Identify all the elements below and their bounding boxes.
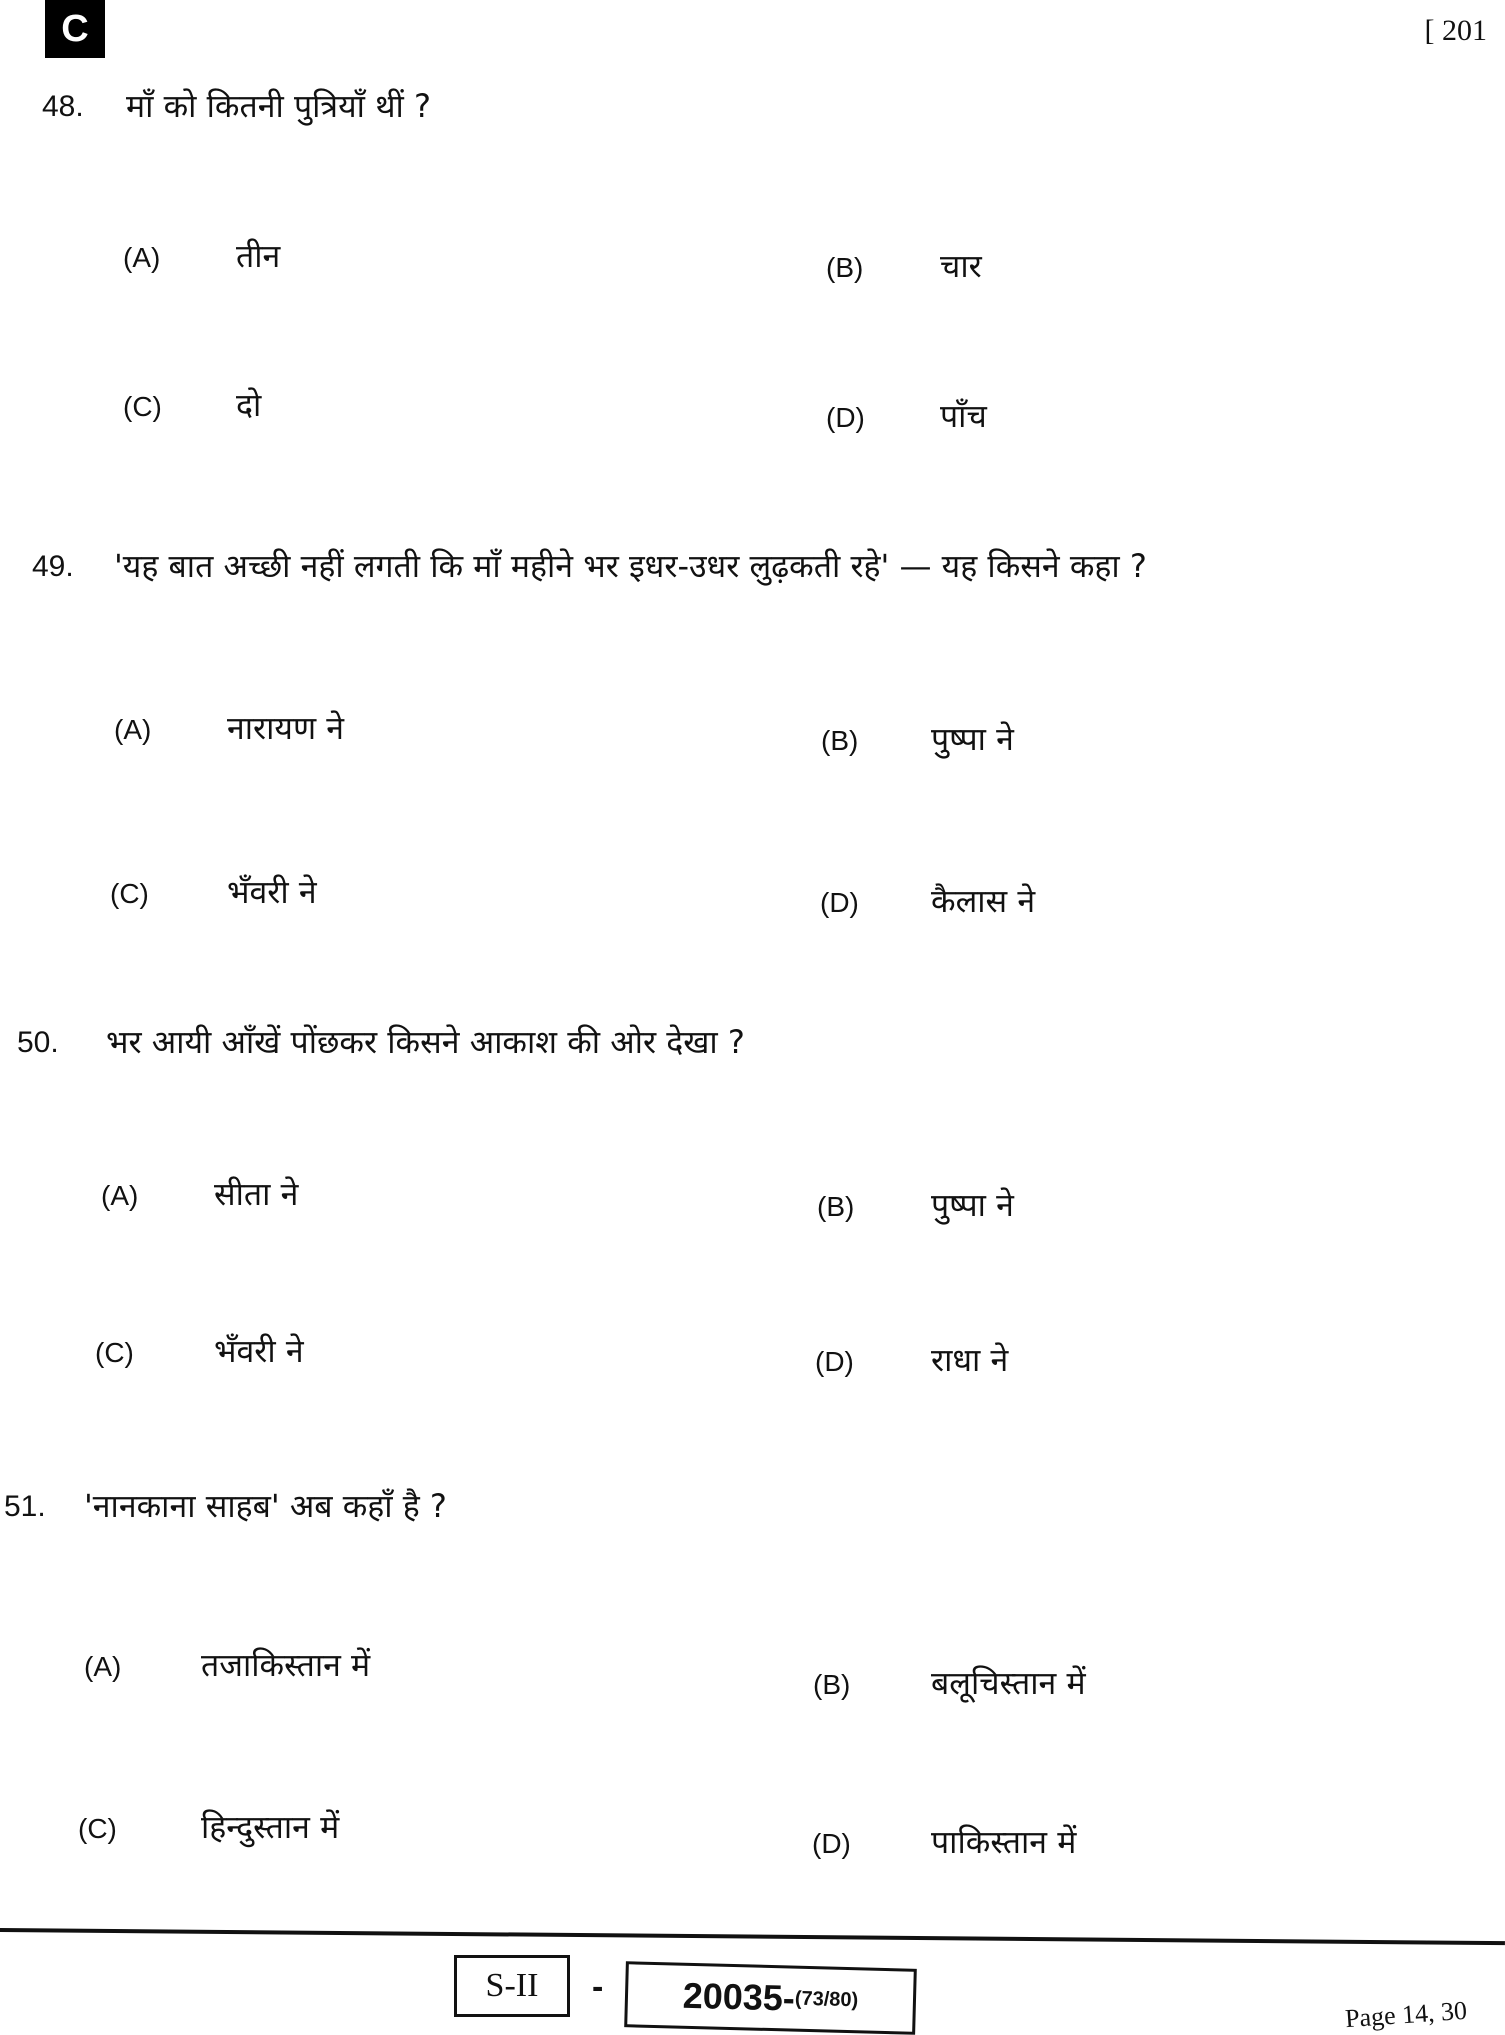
question-number: 51.	[4, 1490, 46, 1523]
option-label: (B)	[817, 1191, 855, 1222]
option-label: (C)	[95, 1337, 134, 1368]
option-label: (A)	[84, 1651, 122, 1682]
option-label: (C)	[123, 391, 162, 422]
page-number: Page 14, 30	[1344, 1995, 1468, 2034]
footer-dash: -	[592, 1968, 604, 2006]
paper-code: 20035-	[682, 1974, 796, 2019]
option-label: (A)	[123, 242, 161, 273]
section-badge: C	[45, 0, 105, 58]
option-text: कैलास ने	[931, 882, 1036, 920]
option-text: राधा ने	[931, 1341, 1009, 1379]
option-text: पुष्पा ने	[931, 1186, 1014, 1224]
option-text: हिन्दुस्तान में	[201, 1808, 340, 1846]
question-number: 50.	[17, 1026, 59, 1059]
option-text: पाँच	[940, 397, 987, 435]
question-text: माँ को कितनी पुत्रियाँ थीं ?	[126, 87, 431, 125]
page-reference: [ 201	[1424, 14, 1487, 47]
option-text: भँवरी ने	[227, 873, 317, 911]
option-text: तीन	[236, 237, 281, 275]
paper-code-suffix: (73/80)	[794, 1987, 859, 2011]
option-label: (B)	[826, 252, 864, 283]
question-text: भर आयी आँखें पोंछकर किसने आकाश की ओर देखा ?	[106, 1023, 745, 1061]
option-text: चार	[940, 247, 982, 285]
option-label: (D)	[826, 402, 865, 433]
question-number: 49.	[32, 550, 74, 583]
option-label: (A)	[101, 1180, 139, 1211]
option-text: बलूचिस्तान में	[931, 1664, 1086, 1702]
question-text: 'नानकाना साहब' अब कहाँ है ?	[84, 1487, 447, 1525]
question-number: 48.	[42, 90, 84, 123]
option-text: सीता ने	[214, 1175, 299, 1213]
option-text: पुष्पा ने	[931, 720, 1014, 758]
option-label: (C)	[78, 1813, 117, 1844]
option-text: भँवरी ने	[214, 1332, 304, 1370]
option-label: (D)	[812, 1828, 851, 1859]
option-label: (D)	[820, 887, 859, 918]
option-label: (D)	[815, 1346, 854, 1377]
footer-rule	[0, 1928, 1505, 1945]
option-text: दो	[236, 386, 262, 424]
option-label: (C)	[110, 878, 149, 909]
option-label: (B)	[813, 1669, 851, 1700]
option-label: (A)	[114, 714, 152, 745]
option-text: तजाकिस्तान में	[201, 1646, 371, 1684]
option-text: नारायण ने	[227, 709, 345, 747]
paper-code-box	[624, 1961, 917, 2035]
option-label: (B)	[821, 725, 859, 756]
series-box: S-II	[454, 1955, 570, 2017]
question-text: 'यह बात अच्छी नहीं लगती कि माँ महीने भर इधर-उधर लुढ़कती रहे' — यह किसने कहा ?	[114, 547, 1147, 585]
option-text: पाकिस्तान में	[931, 1823, 1077, 1861]
